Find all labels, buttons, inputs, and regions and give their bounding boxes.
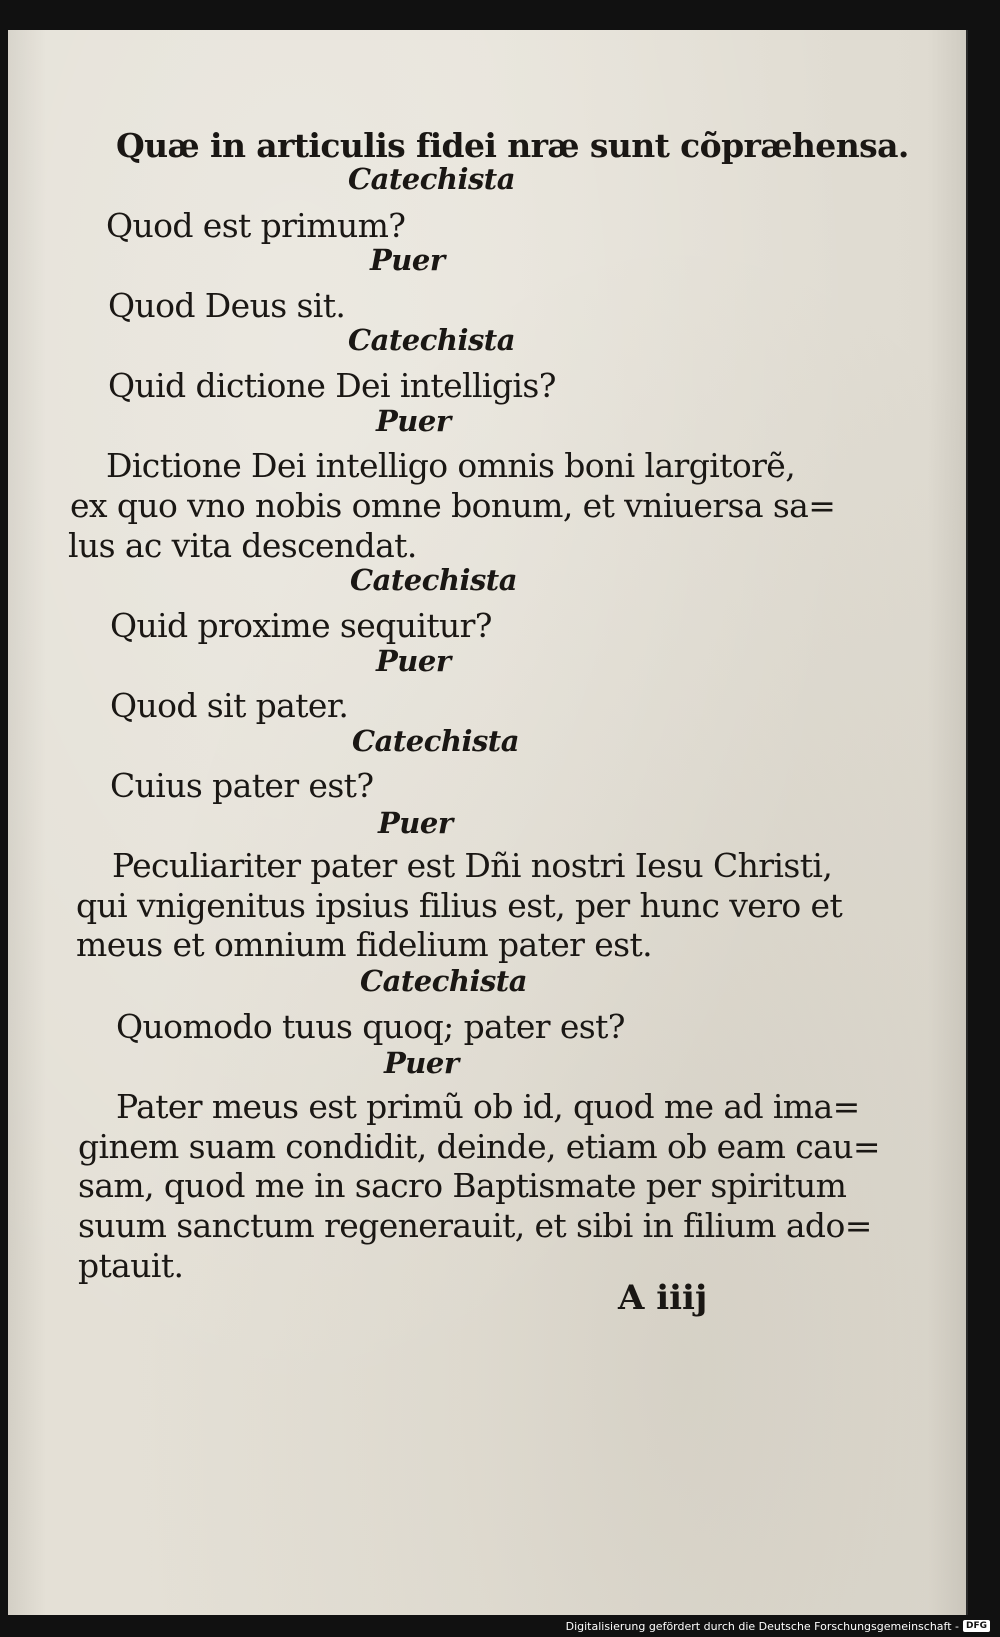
text-line: ex quo vno nobis omne bonum, et vniuersa sa=: [70, 486, 836, 525]
page-edge-stain: [8, 1490, 118, 1510]
footer-credit: Digitalisierung gefördert durch die Deutsche Forschungsgemeinschaft -: [565, 1619, 959, 1633]
text-line: Peculiariter pater est Dñi nostri Iesu Christi,: [112, 846, 833, 885]
speaker-label: Catechista: [352, 724, 519, 758]
text-line: sam, quod me in sacro Baptismate per spiritum: [78, 1166, 847, 1205]
text-line: Quod sit pater.: [110, 686, 349, 725]
speaker-label: Catechista: [348, 162, 515, 196]
text-line: meus et omnium fidelium pater est.: [76, 925, 653, 964]
speaker-label: Puer: [370, 243, 445, 277]
speaker-label: Catechista: [360, 964, 527, 998]
text-line: ptauit.: [78, 1246, 184, 1285]
signature-mark: A iiij: [618, 1278, 708, 1318]
book-page: [8, 30, 968, 1615]
text-line: lus ac vita descendat.: [68, 526, 417, 565]
speaker-label: Puer: [376, 644, 451, 678]
text-line: Quod est primum?: [106, 206, 406, 245]
speaker-label: Puer: [384, 1046, 459, 1080]
speaker-label: Puer: [378, 806, 453, 840]
speaker-label: Puer: [376, 404, 451, 438]
text-line: suum sanctum regenerauit, et sibi in filium ado=: [78, 1206, 872, 1245]
speaker-label: Catechista: [348, 323, 515, 357]
text-line: Dictione Dei intelligo omnis boni largitorẽ,: [106, 446, 796, 485]
speaker-label: Catechista: [350, 563, 517, 597]
text-line: qui vnigenitus ipsius filius est, per hunc vero et: [76, 886, 843, 925]
text-line: Cuius pater est?: [110, 766, 374, 805]
text-line: Quid dictione Dei intelligis?: [108, 366, 556, 405]
text-line: Quomodo tuus quoq; pater est?: [116, 1007, 625, 1046]
digitization-footer: [566, 1617, 990, 1635]
text-line: Quid proxime sequitur?: [110, 606, 492, 645]
page-text: [8, 30, 966, 1615]
text-line: Pater meus est primũ ob id, quod me ad ima=: [116, 1087, 860, 1126]
text-line: ginem suam condidit, deinde, etiam ob eam cau=: [78, 1127, 880, 1166]
text-line: Quod Deus sit.: [108, 286, 346, 325]
dfg-logo: DFG: [963, 1620, 990, 1632]
text-line: Quæ in articulis fidei nræ sunt cõpræhensa.: [116, 126, 909, 165]
